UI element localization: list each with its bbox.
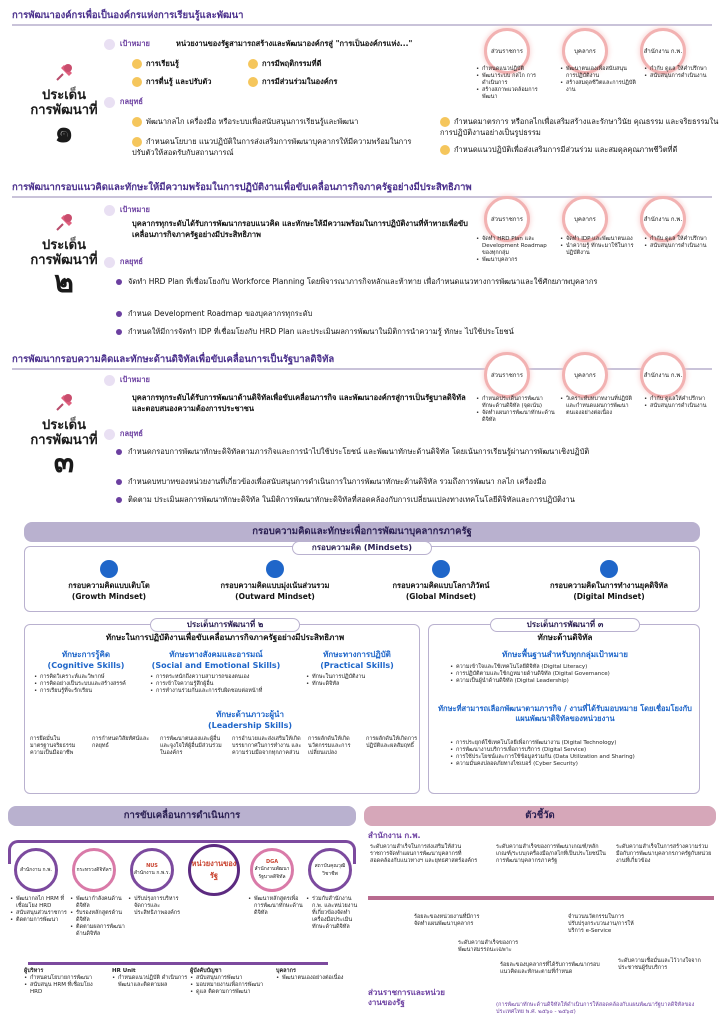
issue1-heading <box>18 60 110 148</box>
check-icon <box>248 59 258 69</box>
goal-text: หน่วยงานของรัฐสามารถสร้างและพัฒนาองค์กรสู่ "การเป็นองค์กรแห่ง..." <box>176 39 413 48</box>
bullet-icon <box>116 279 122 285</box>
mindset-item: กรอบความคิดแบบมุ่งเน้นส่วนรวม (Outward Mindset) <box>190 560 360 601</box>
strategy-row <box>104 96 143 108</box>
skills-tab: ประเด็นการพัฒนาที่ ๒ <box>150 618 300 632</box>
kpi-top: ระดับความสำเร็จในการส่งเสริมให้ส่วนราชการจัดทำแผนการพัฒนาบุคลากรที่สอดคล้องกับแนวทางฯ และยุทธศาสตร์องค์กร <box>370 844 478 864</box>
issue-label: ประเด็น <box>42 238 86 253</box>
issue-label: ประเด็น <box>42 418 86 433</box>
strategy-item: กำหนดกรอบการพัฒนาทักษะดิจิทัลตามภารกิจและการนำไปใช้ประโยชน์ และพัฒนาทักษะด้านดิจิทัล โดยเน้นการเรียนรู้ผ่านการพัฒนาเชิงปฏิบัติ <box>116 446 716 457</box>
goal-item: การมีส่วนร่วมในองค์กร <box>248 76 337 87</box>
pin-icon <box>51 390 77 416</box>
goal-row <box>104 374 150 386</box>
kpi-bottom: ร้อยละของบุคลากรที่ได้รับการพัฒนากรอบแนวคิดและทักษะตามที่กำหนด <box>500 962 600 975</box>
goal-item: การมีพฤติกรรมที่ดี <box>248 58 321 69</box>
handshake-icon <box>248 77 258 87</box>
cognitive-list: • การคิดวิเคราะห์และวิพากษ์ • การคิดอย่างเป็นระบบและสร้างสรรค์ • การเรียนรู้ที่จะรักเรียน <box>34 674 144 695</box>
role-bottom: HR Unit • กำหนดแนวปฏิบัติ ดำเนินการพัฒนาและติดตามผล <box>112 968 188 989</box>
issue-number: ๓ <box>53 445 75 480</box>
bulb-icon <box>132 59 142 69</box>
kpi-timeline <box>368 896 714 900</box>
issue3-heading <box>18 390 110 478</box>
bullet-icon <box>116 449 122 455</box>
role-circle: ส่วนราชการ <box>484 196 530 242</box>
role-circle: ส่วนราชการ <box>484 28 530 74</box>
kpi-top: ระดับความสำเร็จของการพัฒนาเกณฑ์/หลักเกณฑ์/ระบบ/เครื่องมือ/กลไกที่เป็นประโยชน์ในการพัฒนาบุคลากรภาครัฐ <box>496 844 606 864</box>
issue3-title: การพัฒนากรอบความคิดและทักษะด้านดิจิทัลเพื่อขับเคลื่อนการเป็นรัฐบาลดิจิทัล <box>12 354 335 365</box>
kpi-okp: สำนักงาน ก.พ. <box>368 831 421 840</box>
bullet-icon <box>116 311 122 317</box>
check-icon <box>440 145 450 155</box>
target-icon <box>104 375 115 386</box>
cognitive-title: ทักษะการรู้คิด (Cognitive Skills) <box>47 650 125 670</box>
role-bottom: ผู้บังคับบัญชา • สนับสนุนการพัฒนา • มอบหมายงานเพื่อการพัฒนา • ดูแล ติดตามการพัฒนา <box>190 968 270 996</box>
issue-number: ๒ <box>54 265 74 300</box>
bullet-icon <box>116 497 122 503</box>
mindset-item: กรอบความคิดแบบโลกาภิวัตน์ (Global Mindset) <box>366 560 516 601</box>
digital-icon <box>600 560 618 578</box>
digital-tab: ประเด็นการพัฒนาที่ ๓ <box>490 618 640 632</box>
goal-item: การเรียนรู้ <box>132 58 179 69</box>
strategy-item: ติดตาม ประเมินผลการพัฒนาทักษะดิจิทัล ในมิติการพัฒนาทักษะดิจิทัลที่สอดคล้องกับการเปลี่ยนแปลงทางเทคโนโลยีดิจิทัลและการปฏิบัติงาน <box>116 494 716 505</box>
gear-icon <box>104 97 115 108</box>
strategy-label: กลยุทธ์ <box>119 257 143 266</box>
goal-item: การตื่นรู้ และปรับตัว <box>132 76 212 87</box>
basic-title: ทักษะพื้นฐานสำหรับทุกกลุ่มเป้าหมาย <box>502 650 628 659</box>
role-circle: ส่วนราชการ <box>484 352 530 398</box>
issue-label2: การพัฒนาที่ <box>30 433 98 448</box>
strategy-item: จัดทำ HRD Plan ที่เชื่อมโยงกับ Workforce Planning โดยพิจารณาภารกิจหลักและท้าทาย เพื่อกำหนดแนวทางการพัฒนาและใช้ศักยภาพบุคลากร <box>116 276 716 287</box>
role-circle: บุคลากร <box>562 196 608 242</box>
leadership-item: การอำนวยและส่งเสริมให้เกิดบรรยากาศในการทำงาน และความร่วมมือจากทุกภาคส่วน <box>232 736 302 756</box>
leadership-item: การผลักดันให้เกิดนวัตกรรมและการเปลี่ยนแปลง <box>308 736 351 756</box>
target-icon <box>104 205 115 216</box>
role-list: • กำกับ ดูแลให้คำปรึกษา • สนับสนุนการดำเนินงาน <box>644 396 716 410</box>
select-title: ทักษะที่สามารถเลือกพัฒนาตามภารกิจ / งานที่ได้รับมอบหมาย โดยเชื่อมโยงกับแผนพัฒนาดิจิทัลของหน่วยงาน <box>438 704 692 723</box>
role-list: • กำกับ ดูแล ให้คำปรึกษา • สนับสนุนการดำเนินงาน <box>644 236 716 250</box>
goal-row <box>104 38 150 50</box>
framework-banner: กรอบความคิดและทักษะเพื่อการพัฒนาบุคลากรภาครัฐ <box>24 522 700 542</box>
role-list: • กำหนดแนวปฏิบัติ • พัฒนาระบบ กลไก การดำเนินการ • สร้างสภาพแวดล้อมการพัฒนา <box>476 66 552 101</box>
goal-label: เป้าหมาย <box>119 39 150 48</box>
org-notes: • พัฒนาหลักสูตรเพื่อการพัฒนาทักษะด้านดิจิทัล <box>248 896 304 917</box>
org-state-agency: หน่วยงานของรัฐ <box>188 844 240 896</box>
goal-row <box>104 204 150 216</box>
goal-label: เป้าหมาย <box>119 205 150 214</box>
strategy-item: พัฒนากลไก เครื่องมือ หรือระบบเพื่อสนับสนุนการเรียนรู้และพัฒนา <box>132 116 422 127</box>
role-circle: บุคลากร <box>562 28 608 74</box>
gear-icon <box>104 257 115 268</box>
role-list: • กำหนดประเด็นการพัฒนาทักษะด้านดิจิทัล (จุดเน้น) • จัดทำแผนการพัฒนาทักษะด้านดิจิทัล <box>476 396 556 424</box>
issue1-title: การพัฒนาองค์กรเพื่อเป็นองค์กรแห่งการเรียนรู้และพัฒนา <box>12 10 244 21</box>
org-opdc: NUS สำนักงาน ก.พ.ร. <box>130 848 174 892</box>
issue-label2: การพัฒนาที่ <box>30 103 98 118</box>
mindset-item: กรอบความคิดในการทำงานยุคดิจิทัล (Digital Mindset) <box>524 560 694 601</box>
check-icon <box>440 117 450 127</box>
divider <box>12 196 712 198</box>
strategy-label: กลยุทธ์ <box>119 429 143 438</box>
digital-title: ทักษะด้านดิจิทัล <box>537 633 593 642</box>
strategy-item: กำหนด Development Roadmap ของบุคลากรทุกระดับ <box>116 308 716 319</box>
practical-list: • ทักษะในการปฏิบัติงาน • ทักษะดิจิทัล <box>306 674 416 688</box>
social-title: ทักษะทางสังคมและอารมณ์ (Social and Emotional Skills) <box>151 650 281 670</box>
basic-list: • ความเข้าใจและใช้เทคโนโลยีดิจิทัล (Digital Literacy) • การปฏิบัติตามและใช้กฎหมายด้านดิจิทัล (Digital Governance) • ความเป็นผู้นำด้านดิจิทัล (Digital Leadership) <box>450 664 690 685</box>
issue2-title: การพัฒนากรอบแนวคิดและทักษะให้มีความพร้อมในการปฏิบัติงานเพื่อขับเคลื่อนภารกิจภาครัฐอย่างมีประสิทธิภาพ <box>12 182 472 193</box>
issue-number: ๑ <box>54 115 74 150</box>
target-icon <box>104 39 115 50</box>
role-list: • จัดทำ HRD Plan และ Development Roadmap ของทุกกลุ่ม • พัฒนาบุคลากร <box>476 236 552 264</box>
goal-label: เป้าหมาย <box>119 375 150 384</box>
divider <box>12 24 712 26</box>
growth-icon <box>100 560 118 578</box>
drive-banner: การขับเคลื่อนการดำเนินการ <box>8 806 356 826</box>
mindset-label: กรอบความคิด (Mindsets) <box>292 541 432 555</box>
kpi-bottom: ร้อยละของหน่วยงานที่มีการจัดทำแผนพัฒนาบุคลากร <box>414 914 480 927</box>
org-notes: • พัฒนากำลังคนด้านดิจิทัล • รับรองหลักสูตรด้านดิจิทัล • ติดตามผลการพัฒนาด้านดิจิทัล <box>70 896 128 938</box>
strategy-label: กลยุทธ์ <box>119 97 143 106</box>
org-tpqi: สถาบันคุณวุฒิวิชาชีพ <box>308 848 352 892</box>
issue2-heading <box>18 210 110 298</box>
strategy-row <box>104 428 143 440</box>
org-okp: สำนักงาน ก.พ. <box>14 848 58 892</box>
kpi-agency: ส่วนราชการและหน่วยงานของรัฐ <box>368 988 445 1007</box>
role-list: • จัดทำ IDP และพัฒนาตนเอง • นำความรู้ ทักษะมาใช้ในการปฏิบัติงาน <box>560 236 636 257</box>
role-circle: สำนักงาน ก.พ. <box>640 28 686 74</box>
kpi-top: ระดับความสำเร็จในการสร้างความร่วมมือกับการพัฒนาบุคลากรภาครัฐกับหน่วยงานที่เกี่ยวข้อง <box>616 844 712 864</box>
org-notes: • ร่วมกับสำนักงาน ก.พ. และหน่วยงานที่เกี่ยวข้องจัดทำเครื่องมือประเมินทักษะด้านดิจิทัล <box>306 896 358 931</box>
drive-arc <box>8 840 356 864</box>
pin-icon <box>51 210 77 236</box>
role-bottom: บุคลากร • พัฒนาตนเองอย่างต่อเนื่อง <box>276 968 352 982</box>
org-digital-ministry: กระทรวงดิจิทัลฯ <box>72 848 116 892</box>
issue-label: ประเด็น <box>42 88 86 103</box>
strategy-item: กำหนดมาตรการ หรือกลไกเพื่อเสริมสร้างและรักษาวินัย คุณธรรม และจริยธรรมในการปฏิบัติงานอย่างเป็นรูปธรรม <box>440 117 719 137</box>
bullet-icon <box>116 329 122 335</box>
goal-text: บุคลากรทุกระดับได้รับการพัฒนาด้านดิจิทัลเพื่อขับเคลื่อนภารกิจ และพัฒนาองค์กรสู่การเป็นรัฐบาลดิจิทัล และตอบสนองความต้องการประชาชน <box>132 393 466 413</box>
strategy-item: กำหนดแนวปฏิบัติเพื่อส่งเสริมการมีส่วนร่วม และสมดุลคุณภาพชีวิตที่ดี <box>440 144 720 155</box>
org-notes: • ปรับปรุงการบริหารจัดการและประสิทธิภาพองค์กร <box>128 896 186 917</box>
role-circle: สำนักงาน ก.พ. <box>640 352 686 398</box>
practical-title: ทักษะทางการปฏิบัติ (Practical Skills) <box>320 650 394 670</box>
strategy-item: กำหนดให้มีการจัดทำ IDP ที่เชื่อมโยงกับ HRD Plan และประเมินผลการพัฒนาในมิติการนำความรู้ ทักษะ ไปใช้ประโยชน์ <box>116 326 716 337</box>
check-icon <box>132 117 142 127</box>
leadership-title: ทักษะด้านภาวะผู้นำ (Leadership Skills) <box>207 710 293 730</box>
leadership-item: การกำหนดวิสัยทัศน์และกลยุทธ์ <box>92 736 150 749</box>
kpi-note: (การพัฒนาทักษะด้านดิจิทัลให้ดำเนินการให้สอดคล้องกับแผนพัฒนารัฐบาลดิจิทัลของประเทศไทย พ.ศ. ๒๕๖๐ - ๒๕๖๔) <box>496 1002 695 1015</box>
goal-text: บุคลากรทุกระดับได้รับการพัฒนากรอบแนวคิด และทักษะให้มีความพร้อมในการปฏิบัติงานที่ท้าทายเพื่อขับเคลื่อนภารกิจภาครัฐอย่างมีประสิทธิภาพ <box>132 219 468 239</box>
mindset-item: กรอบความคิดแบบเติบโต (Growth Mindset) <box>34 560 184 601</box>
leadership-item: การพัฒนาตนเองและผู้อื่น และจูงใจให้ผู้อื่นมีส่วนร่วมในองค์กร <box>160 736 222 756</box>
kpi-bottom: จำนวนนวัตกรรมในการปรับปรุงกระบวนงาน/การให้บริการ e-Service <box>568 914 634 934</box>
bottom-line <box>28 962 328 965</box>
strategy-item: กำหนดบทบาทของหน่วยงานที่เกี่ยวข้องเพื่อสนับสนุนการดำเนินการในการพัฒนาทักษะด้านดิจิทัล รวมถึงการพัฒนา กลไก เครื่องมือ <box>116 476 716 487</box>
bulb-icon <box>132 77 142 87</box>
bullet-icon <box>116 479 122 485</box>
org-notes: • พัฒนากลไก HRM ที่เชื่อมโยง HRD • สนับสนุนส่วนราชการ • ติดตามการพัฒนา <box>10 896 68 924</box>
check-icon <box>132 137 142 147</box>
pin-icon <box>51 60 77 86</box>
globe-icon <box>432 560 450 578</box>
kpi-banner: ตัวชี้วัด <box>364 806 716 826</box>
issue-label2: การพัฒนาที่ <box>30 253 98 268</box>
kpi-bottom: ระดับความเชื่อมั่นและไว้วางใจจากประชาชนผู้รับบริการ <box>618 958 701 971</box>
gear-icon <box>104 429 115 440</box>
role-list: • กำกับ ดูแล ให้คำปรึกษา • สนับสนุนการดำเนินงาน <box>644 66 716 80</box>
role-circle: สำนักงาน ก.พ. <box>640 196 686 242</box>
network-icon <box>266 560 284 578</box>
kpi-bottom: ระดับความสำเร็จของการพัฒนาสมรรถนะเฉพาะ <box>458 940 519 953</box>
select-list: • การประยุกต์ใช้เทคโนโลยีเพื่อการพัฒนางาน (Digital Technology) • การพัฒนางานบริการเพื่อการบริการ (Digital Service) • การใช้ประโยชน์และการใช้ข้อมูลร่วมกัน (Data Utilization and Sharing) • ความมั่นคงปลอดภัยทางไซเบอร์ (Cyber Security) <box>450 740 690 768</box>
social-list: • การตระหนักถึงความสามารถของตนเอง • การเข้าใจความรู้สึกผู้อื่น • การทำงานร่วมกันและการรับผิดชอบต่อหน้าที่ <box>150 674 290 695</box>
role-list: • พัฒนาตนเองเพื่อสนับสนุนการปฏิบัติงาน • สร้างสมดุลชีวิตและการปฏิบัติงาน <box>560 66 636 94</box>
leadership-item: การยึดมั่นในมาตรฐานจริยธรรมความเป็นมืออาชีพ <box>30 736 76 756</box>
org-dga: DGA สำนักงานพัฒนารัฐบาลดิจิทัล <box>250 848 294 892</box>
role-bottom: ผู้บริหาร • กำหนดนโยบายการพัฒนา • สนับสนุน HRM ที่เชื่อมโยง HRD <box>24 968 106 996</box>
strategy-row <box>104 256 143 268</box>
role-list: • วิเคราะห์บทบาทงานที่ปฏิบัติ และกำหนดแผนการพัฒนาตนเองอย่างต่อเนื่อง <box>560 396 640 417</box>
leadership-item: การผลักดันให้เกิดการปฏิบัติและผลสัมฤทธิ์ <box>366 736 418 749</box>
skills-title: ทักษะในการปฏิบัติงานเพื่อขับเคลื่อนภารกิจภาครัฐอย่างมีประสิทธิภาพ <box>105 633 345 642</box>
strategy-item: กำหนดนโยบาย แนวปฏิบัติในการส่งเสริมการพัฒนาบุคลากรให้มีความพร้อมในการปรับตัวให้สอดรับกับสถานการณ์ <box>132 137 412 157</box>
role-circle: บุคลากร <box>562 352 608 398</box>
